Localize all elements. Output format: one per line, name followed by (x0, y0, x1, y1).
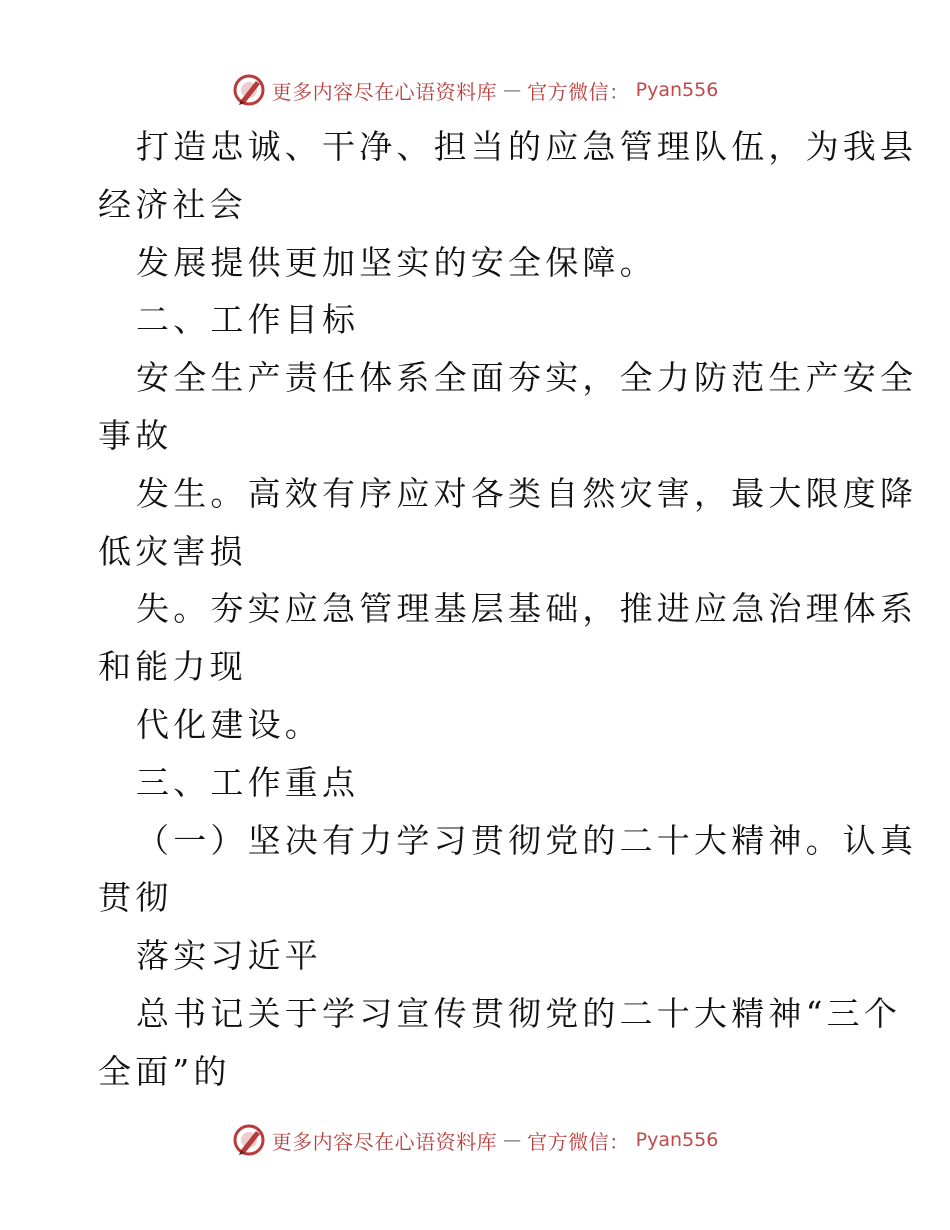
pen-logo-icon (232, 1123, 266, 1157)
footer-watermark (0, 1120, 950, 1160)
watermark-wechat-id: Pyan556 (635, 79, 719, 101)
text-line: （一）坚决有力学习贯彻党的二十大精神。认真 (136, 820, 918, 860)
text-line: 经济社会 (98, 184, 247, 224)
text-line: 代化建设。 (136, 704, 322, 744)
watermark-wechat-id: Pyan556 (635, 1129, 719, 1151)
watermark-wechat-label: 官方微信： (527, 79, 630, 104)
text-line: 总书记关于学习宣传贯彻党的二十大精神“三个 (136, 993, 902, 1033)
text-line: 失。夯实应急管理基层基础，推进应急治理体系 (136, 589, 918, 629)
text-line: 发生。高效有序应对各类自然灾害，最大限度降 (136, 473, 918, 513)
watermark-separator: — (503, 1129, 522, 1151)
watermark-brand: 更多内容尽在心语资料库 (271, 1129, 498, 1154)
text-line: 打造忠诚、干净、担当的应急管理队伍，为我县 (136, 127, 918, 166)
text-line: 发展提供更加坚实的安全保障。 (136, 242, 657, 282)
text-line: 安全生产责任体系全面夯实，全力防范生产安全 (136, 358, 918, 398)
text-line: 二、工作目标 (136, 300, 360, 340)
text-line: 三、工作重点 (136, 762, 360, 802)
text-line: 低灾害损 (98, 531, 247, 571)
watermark-wechat-label: 官方微信： (527, 1129, 630, 1154)
header-watermark (0, 70, 950, 110)
watermark-brand: 更多内容尽在心语资料库 (271, 79, 498, 104)
text-line: 和能力现 (98, 647, 247, 687)
text-line: 全面”的 (98, 1051, 231, 1091)
pen-logo-icon (232, 73, 266, 107)
text-line: 贯彻 (98, 878, 173, 918)
document-body (98, 118, 918, 1101)
text-line: 落实习近平 (136, 936, 322, 976)
text-line: 事故 (98, 415, 173, 455)
watermark-separator: — (503, 79, 522, 101)
